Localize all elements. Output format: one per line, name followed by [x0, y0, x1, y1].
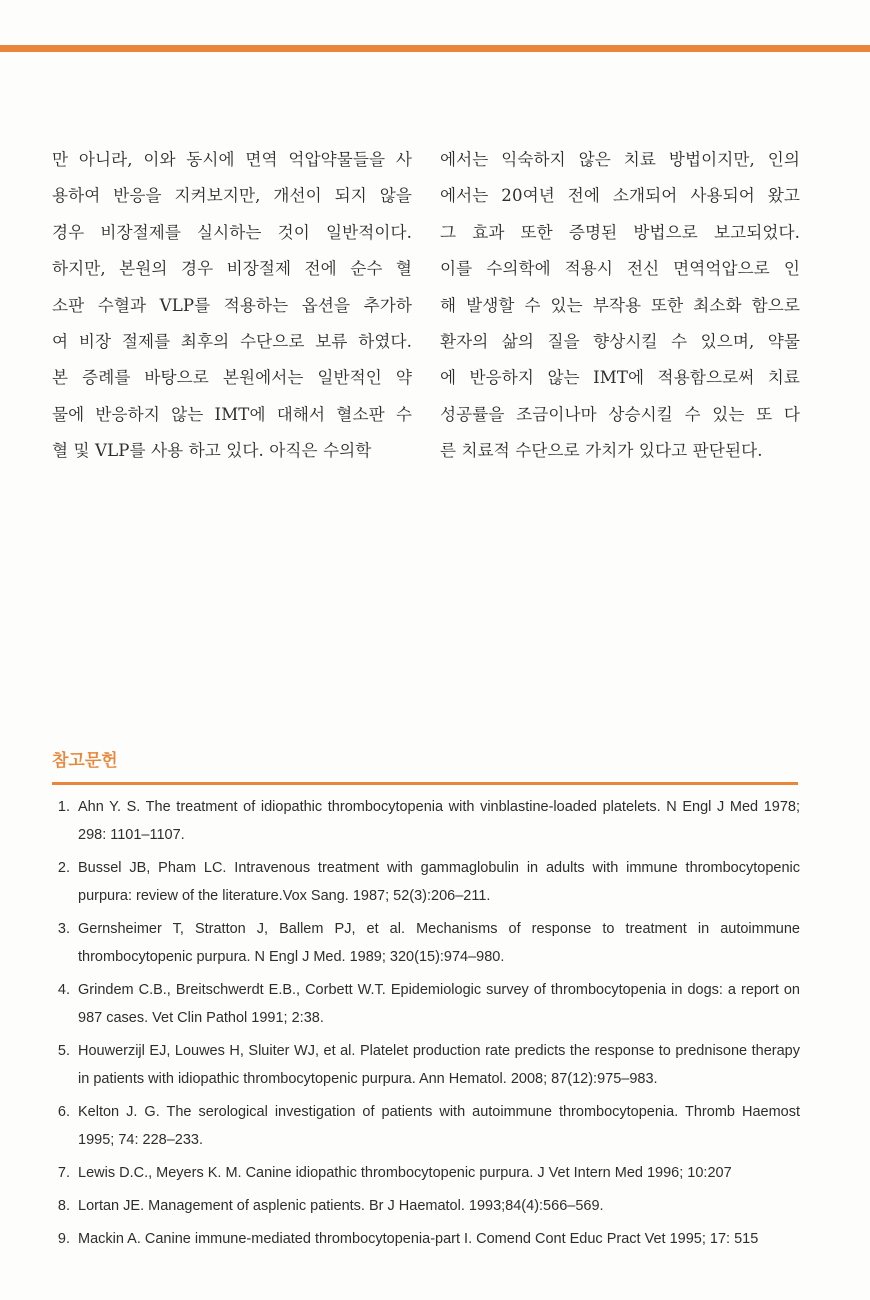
reference-number: 7.: [57, 1165, 70, 1181]
reference-item: [48, 793, 800, 849]
body-line: 에서는 20여년 전에 소개되어 사용되어 왔고: [440, 186, 800, 206]
reference-number: 4.: [57, 982, 70, 998]
reference-text: Ahn Y. S. The treatment of idiopathic thrombocytopenia with vinblastine-loaded platelets. N Engl J Med 1978; 298: 1101–1107.: [78, 799, 800, 843]
reference-item: [48, 1225, 800, 1253]
reference-text: Grindem C.B., Breitschwerdt E.B., Corbett W.T. Epidemiologic survey of thrombocytopenia in dogs: a report on 987 cases. Vet Clin Pathol 1991; 2:38.: [78, 982, 800, 1026]
reference-number: 2.: [57, 860, 70, 876]
body-line: 해 발생할 수 있는 부작용 또한 최소화 함으로: [440, 295, 800, 315]
body-text-left-column: [52, 142, 412, 470]
reference-number: 8.: [57, 1198, 70, 1214]
references-heading: 참고문헌: [52, 751, 118, 771]
body-line: 른 치료적 수단으로 가치가 있다고 판단된다.: [440, 441, 763, 461]
reference-item: [48, 915, 800, 971]
body-line: 성공률을 조금이나마 상승시킬 수 있는 또 다: [440, 404, 800, 424]
body-line: 본 증례를 바탕으로 본원에서는 일반적인 약: [52, 368, 412, 388]
reference-text: Kelton J. G. The serological investigation of patients with autoimmune thrombocytopenia. Thromb Haemost 1995; 74: 228–233.: [78, 1104, 800, 1148]
reference-item: [48, 976, 800, 1032]
body-text-right-column: [440, 142, 800, 470]
reference-item: [48, 1159, 800, 1187]
reference-text: Gernsheimer T, Stratton J, Ballem PJ, et al. Mechanisms of response to treatment in autoimmune thrombocytopenic purpura. N Engl J Med. 1989; 320(15):974–980.: [78, 921, 800, 965]
reference-item: [48, 1192, 800, 1220]
body-line: 에 반응하지 않는 IMT에 적용함으로써 치료: [440, 368, 800, 388]
body-line: 소판 수혈과 VLP를 적용하는 옵션을 추가하: [52, 295, 412, 315]
reference-text: Lewis D.C., Meyers K. M. Canine idiopathic thrombocytopenic purpura. J Vet Intern Med 1996; 10:207: [78, 1165, 732, 1181]
reference-number: 3.: [57, 921, 70, 937]
references-list: [48, 793, 800, 1258]
reference-text: Houwerzijl EJ, Louwes H, Sluiter WJ, et al. Platelet production rate predicts the response to prednisone therapy in patients with idiopathic thrombocytopenic purpura. Ann Hematol. 2008; 87(12):975–983.: [78, 1043, 800, 1087]
body-line: 용하여 반응을 지켜보지만, 개선이 되지 않을: [52, 186, 412, 206]
reference-item: [48, 1037, 800, 1093]
reference-number: 1.: [57, 799, 70, 815]
reference-number: 5.: [57, 1043, 70, 1059]
body-line: 그 효과 또한 증명된 방법으로 보고되었다.: [440, 222, 800, 242]
reference-number: 6.: [57, 1104, 70, 1120]
reference-item: [48, 1098, 800, 1154]
reference-text: Lortan JE. Management of asplenic patients. Br J Haematol. 1993;84(4):566–569.: [78, 1198, 604, 1214]
reference-item: [48, 854, 800, 910]
body-line: 혈 및 VLP를 사용 하고 있다. 아직은 수의학: [52, 441, 372, 461]
body-line: 물에 반응하지 않는 IMT에 대해서 혈소판 수: [52, 404, 412, 424]
body-line: 만 아니라, 이와 동시에 면역 억압약물들을 사: [52, 150, 412, 169]
header-accent-rule: [0, 45, 870, 52]
reference-text: Bussel JB, Pham LC. Intravenous treatment with gammaglobulin in adults with immune thrombocytopenic purpura: review of the literature.Vox Sang. 1987; 52(3):206–211.: [78, 860, 800, 904]
body-line: 여 비장 절제를 최후의 수단으로 보류 하였다.: [52, 332, 412, 352]
body-line: 경우 비장절제를 실시하는 것이 일반적이다.: [52, 222, 412, 242]
reference-number: 9.: [57, 1231, 70, 1247]
reference-text: Mackin A. Canine immune-mediated thrombocytopenia-part I. Comend Cont Educ Pract Vet 1995; 17: 515: [78, 1231, 759, 1247]
references-divider: [52, 782, 798, 785]
body-line: 환자의 삶의 질을 향상시킬 수 있으며, 약물: [440, 332, 800, 352]
body-line: 에서는 익숙하지 않은 치료 방법이지만, 인의: [440, 150, 800, 169]
body-line: 이를 수의학에 적용시 전신 면역억압으로 인: [440, 259, 800, 279]
body-line: 하지만, 본원의 경우 비장절제 전에 순수 혈: [52, 259, 412, 279]
